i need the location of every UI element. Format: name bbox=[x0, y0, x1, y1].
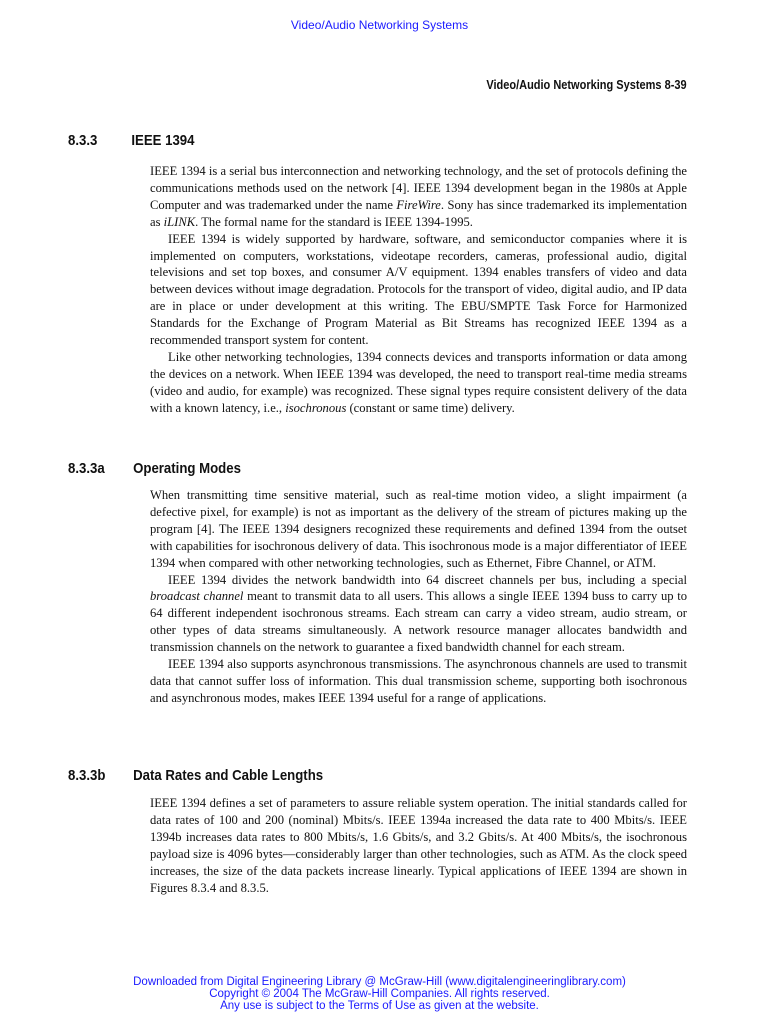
section-title: Data Rates and Cable Lengths bbox=[133, 767, 324, 784]
paragraph: IEEE 1394 divides the network bandwidth into 64 discreet channels per bus, including a special broadcast channel meant to transmit data to all users. This allows a single IEEE 1394 buss to carry up to 64 different independent isochronous streams. Each stream can carry a video stream, audio stream, or other types of data streams simultaneously. A network resource manager allocates bandwidth and transmission channels on the network to guarantee a fixed bandwidth channel for each stream. bbox=[150, 572, 688, 655]
section-title: Operating Modes bbox=[133, 460, 241, 477]
section-heading-8-3-3a bbox=[68, 460, 241, 477]
running-head: Video/Audio Networking Systems 8-39 bbox=[486, 78, 687, 92]
section-heading-8-3-3 bbox=[68, 132, 194, 149]
section-title: IEEE 1394 bbox=[131, 132, 195, 149]
section-heading-8-3-3b bbox=[68, 767, 323, 784]
paragraph: Like other networking technologies, 1394 connects devices and transports information or data among the devices on a network. When IEEE 1394 was developed, the need to transport real-time media streams (video and audio, for example) was recognized. These signal types require consistent delivery of the data with a known latency, i.e., isochronous (constant or same time) delivery. bbox=[150, 349, 687, 415]
footer-download-link[interactable]: Downloaded from Digital Engineering Library @ McGraw-Hill (www.digitalengineeringlibrary.com) bbox=[133, 976, 626, 988]
paragraph: IEEE 1394 defines a set of parameters to assure reliable system operation. The initial standards called for data rates of 100 and 200 (nominal) Mbits/s. IEEE 1394a increased the data rate to 400 Mbits/s. IEEE 1394b increases data rates to 800 Mbits/s, 1.6 Gbits/s, and 3.2 Gbits/s. At 400 Mbits/s, the isochronous payload size is 4096 bytes—considerably larger than other technologies, such as ATM. As the clock speed increases, the size of the data packets increase linearly. Typical applications of IEEE 1394 are shown in Figures 8.3.4 and 8.3.5. bbox=[150, 796, 687, 895]
paragraph: IEEE 1394 is a serial bus interconnection and networking technology, and the set of protocols defining the communications methods used on the network [4]. IEEE 1394 development began in the 1980s at Apple Computer and was trademarked under the name FireWire. Sony has since trademarked its implementation as iLINK. The formal name for the standard is IEEE 1394-1995. bbox=[150, 164, 687, 229]
paragraph: When transmitting time sensitive material, such as real-time motion video, a slight impairment (a defective pixel, for example) is not as important as the delivery of the stream of pictures making up the program [4]. The IEEE 1394 designers recognized these requirements and defined 1394 from the outset with capabilities for isochronous delivery of data. This isochronous mode is a major differentiator of IEEE 1394 when compared with other networking technologies, such as Ethernet, Fibre Channel, or ATM. bbox=[150, 488, 687, 570]
top-header-link[interactable]: Video/Audio Networking Systems bbox=[290, 18, 469, 32]
footer-notice bbox=[0, 976, 759, 1012]
paragraph: IEEE 1394 is widely supported by hardware, software, and semiconductor companies where it is implemented on computers, workstations, videotape recorders, cameras, professional audio, digital televisions and set top boxes, and consumer A/V equipment. 1394 enables transfers of video and data between devices without image degradation. Protocols for the transport of video, digital audio, and IP data are in place or under development at this writing. The EBU/SMPTE Task Force for Harmonized Standards for the Exchange of Program Material as Bit Streams has recognized IEEE 1394 as a recommended transport system for content. bbox=[150, 231, 687, 348]
section-body-8-3-3b bbox=[150, 795, 687, 896]
footer-copyright-link[interactable]: Copyright © 2004 The McGraw-Hill Companies. All rights reserved. bbox=[209, 988, 550, 1000]
paragraph: IEEE 1394 also supports asynchronous transmissions. The asynchronous channels are used to transmit data that cannot suffer loss of information. This dual transmission scheme, supporting both isochronous and asynchronous modes, makes IEEE 1394 useful for a range of applications. bbox=[150, 657, 687, 705]
section-number: 8.3.3a bbox=[68, 460, 105, 477]
section-number: 8.3.3b bbox=[68, 767, 106, 784]
footer-terms-link[interactable]: Any use is subject to the Terms of Use as given at the website. bbox=[220, 1000, 539, 1012]
section-body-8-3-3a bbox=[150, 487, 687, 707]
section-body-8-3-3 bbox=[150, 163, 687, 417]
section-number: 8.3.3 bbox=[68, 132, 98, 149]
